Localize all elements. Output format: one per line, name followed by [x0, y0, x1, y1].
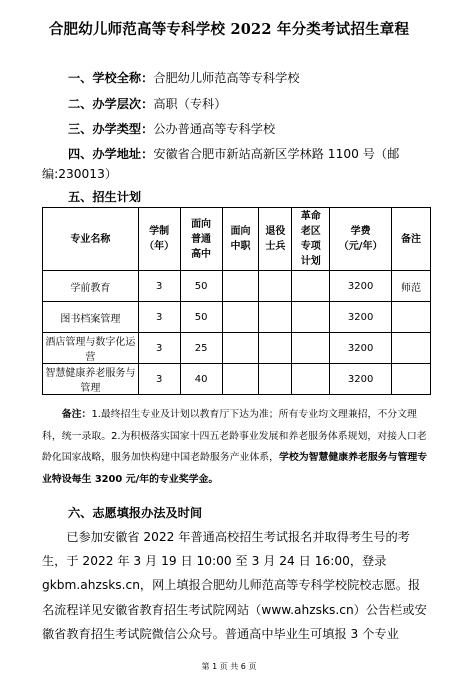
header-revolutionary-area: 革命 老区 专项 计划	[292, 208, 330, 271]
cell-high-school: 25	[180, 333, 222, 364]
section-6-paragraph: 已参加安徽省 2022 年普通高校招生考试报名并取得考生号的考生，于 2022 年 3 月 19 日 10:00 至 3 月 24 日 16:00，登录 gkbm.ahzsks.cn，网上填报合肥幼儿师范高等专科学校院校志愿。报名流程详见安徽省教育招生考试院网站（www.ahzsks.cn）公告栏或安徽省教育招生考试院微信公众号。普通高中毕业生可填报 3 个专业	[42, 530, 427, 641]
table-row	[43, 302, 431, 333]
cell-remarks	[392, 364, 431, 395]
cell-high-school: 50	[180, 271, 222, 302]
cell-revolutionary-area	[292, 333, 330, 364]
header-tuition: 学费 （元/年）	[330, 208, 392, 271]
table-row	[43, 333, 431, 364]
item-value: 公办普通高等专科学校	[153, 122, 276, 136]
cell-veterans	[259, 364, 292, 395]
header-remarks: 备注	[392, 208, 431, 271]
cell-high-school: 40	[180, 364, 222, 395]
document-title: 合肥幼儿师范高等专科学校 2022 年分类考试招生章程	[48, 21, 410, 38]
page-footer: 第 1 页 共 6 页	[201, 662, 257, 671]
cell-veterans	[259, 271, 292, 302]
item-label: 四、办学地址：	[68, 147, 154, 161]
cell-major: 图书档案管理	[43, 302, 139, 333]
cell-major: 酒店管理与数字化运营	[43, 333, 139, 364]
cell-veterans	[259, 302, 292, 333]
cell-tuition: 3200	[330, 302, 392, 333]
cell-remarks	[392, 333, 431, 364]
table-note	[42, 404, 431, 490]
item-label: 五、招生计划	[68, 190, 142, 204]
item-level	[68, 95, 226, 112]
item-address-continuation: 编:230013）	[42, 167, 118, 181]
cell-vocational	[222, 364, 259, 395]
cell-tuition: 3200	[330, 364, 392, 395]
note-label: 备注：	[61, 409, 92, 420]
item-address	[68, 145, 399, 162]
item-school-name	[68, 69, 300, 86]
item-label: 二、办学层次：	[68, 97, 154, 111]
cell-duration: 3	[138, 364, 180, 395]
cell-vocational	[222, 302, 259, 333]
cell-revolutionary-area	[292, 271, 330, 302]
cell-duration: 3	[138, 302, 180, 333]
item-value: 高职（专科）	[153, 97, 227, 111]
item-value: 安徽省合肥市新站高新区学林路 1100 号（邮	[153, 147, 400, 161]
header-high-school: 面向 普通 高中	[180, 208, 222, 271]
cell-duration: 3	[138, 333, 180, 364]
item-label: 三、办学类型：	[68, 122, 154, 136]
item-value: 合肥幼儿师范高等专科学校	[153, 71, 300, 85]
cell-tuition: 3200	[330, 333, 392, 364]
cell-remarks: 师范	[392, 271, 431, 302]
note-text: 1.最终招生专业及计划以教育厅下达为准；所有专业均文理兼招，不分文理科，统一录取。2.为积极落实国家十四五老龄事业发展和养老服务体系规划，对接人口老龄化国家战略，服务加快构建中国老龄服务产业体系，	[42, 409, 427, 463]
header-vocational: 面向 中职	[222, 208, 259, 271]
cell-remarks	[392, 302, 431, 333]
cell-revolutionary-area	[292, 302, 330, 333]
cell-duration: 3	[138, 271, 180, 302]
cell-high-school: 50	[180, 302, 222, 333]
table-header-row	[43, 208, 431, 271]
cell-veterans	[259, 333, 292, 364]
cell-tuition: 3200	[330, 271, 392, 302]
item-enrollment-plan	[68, 188, 141, 205]
item-label: 一、学校全称：	[68, 71, 154, 85]
cell-revolutionary-area	[292, 364, 330, 395]
table-row	[43, 364, 431, 395]
note-bold-text: 学校为智慧健康养老服务与管理专业特设每生 3200 元/年的专业奖学金。	[42, 452, 428, 485]
header-veterans: 退役 士兵	[259, 208, 292, 271]
cell-major: 智慧健康养老服务与管理	[43, 364, 139, 395]
table-row	[43, 271, 431, 302]
enrollment-plan-table	[42, 207, 431, 395]
cell-vocational	[222, 333, 259, 364]
cell-major: 学前教育	[43, 271, 139, 302]
header-major: 专业名称	[43, 208, 139, 271]
item-type	[68, 120, 275, 137]
cell-vocational	[222, 271, 259, 302]
header-duration: 学制 （年）	[138, 208, 180, 271]
section-6-heading: 六、志愿填报办法及时间	[68, 506, 203, 520]
